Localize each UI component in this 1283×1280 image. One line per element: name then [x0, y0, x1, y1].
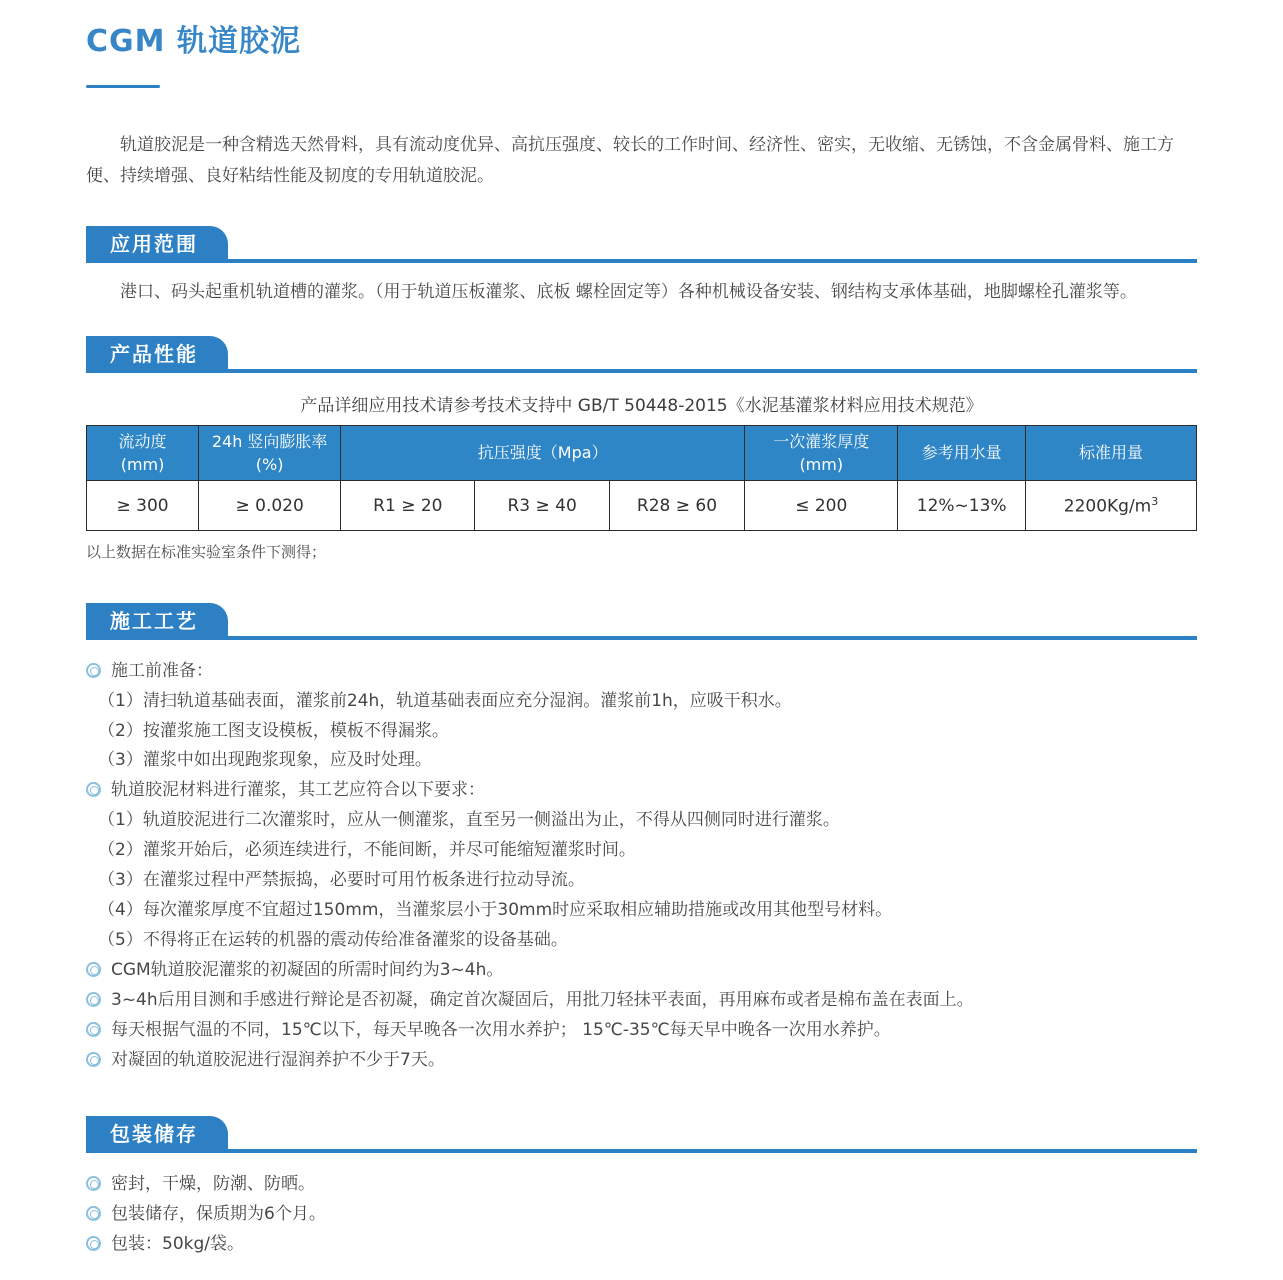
ring-bullet-icon: [86, 1236, 101, 1251]
section-header-application: [86, 225, 1197, 263]
list-item-text: （3）在灌浆过程中严禁振捣，必要时可用竹板条进行拉动导流。: [98, 870, 585, 891]
list-item-text: （4）每次灌浆厚度不宜超过150mm，当灌浆层小于30mm时应采取相应辅助措施或改用其他型号材料。: [98, 900, 893, 921]
bullet-item: [86, 985, 1197, 1015]
header-unit: (mm): [799, 454, 844, 474]
list-item-text: 每天根据气温的不同，15℃以下，每天早晚各一次用水养护； 15℃-35℃每天早中晚各一次用水养护。: [111, 1019, 891, 1040]
dosage-superscript: 3: [1151, 494, 1159, 508]
numbered-item: [86, 716, 1197, 746]
cell-grout-thickness: ≤ 200: [745, 481, 898, 531]
dosage-value: 2200Kg/m: [1063, 496, 1152, 517]
table-header-row: [87, 425, 1197, 480]
application-body: 港口、码头起重机轨道槽的灌浆。（用于轨道压板灌浆、底板 螺栓固定等）各种机械设备安装、钢结构支承体基础，地脚螺栓孔灌浆等。: [120, 281, 1137, 302]
list-item-text: （1）轨道胶泥进行二次灌浆时，应从一侧灌浆，直至另一侧溢出为止，不得从四侧同时进行灌浆。: [98, 810, 840, 831]
cell-strength-r1: R1 ≥ 20: [341, 481, 475, 531]
section-badge-process: [86, 603, 228, 640]
header-label: 流动度: [118, 431, 167, 451]
col-header-compressive-strength: 抗压强度（Mpa）: [341, 425, 745, 480]
section-heading-performance: 产品性能: [110, 341, 198, 366]
lab-condition-note: 以上数据在标准实验室条件下测得；: [86, 543, 327, 562]
section-header-performance: [86, 335, 1197, 373]
list-item-text: （1）清扫轨道基础表面，灌浆前24h，轨道基础表面应充分湿润。灌浆前1h，应吸干积水。: [98, 690, 792, 711]
section-heading-process: 施工工艺: [110, 609, 198, 634]
section-underline: [86, 369, 1197, 373]
list-item-text: 3~4h后用目测和手感进行辩论是否初凝，确定首次凝固后，用批刀轻抹平表面，再用麻布或者是棉布盖在表面上。: [111, 989, 974, 1010]
section-badge-performance: [86, 336, 228, 373]
col-header-grout-thickness: [745, 425, 898, 480]
ring-bullet-icon: [86, 1176, 101, 1191]
cell-strength-r28: R28 ≥ 60: [609, 481, 744, 531]
cell-standard-dosage: [1026, 481, 1197, 531]
ring-bullet-icon: [86, 663, 101, 678]
bullet-item: [86, 1199, 1197, 1229]
ring-bullet-icon: [86, 1022, 101, 1037]
numbered-item: [86, 866, 1197, 896]
header-label: 24h 竖向膨胀率: [211, 431, 328, 451]
section-underline: [86, 1149, 1197, 1153]
section-heading-packaging: 包装储存: [110, 1122, 198, 1147]
cell-expansion: ≥ 0.020: [199, 481, 341, 531]
ring-bullet-icon: [86, 962, 101, 977]
cell-strength-r3: R3 ≥ 40: [475, 481, 609, 531]
section-badge-application: [86, 226, 228, 263]
list-item-text: 包装：50kg/袋。: [111, 1233, 244, 1254]
section-underline: [86, 259, 1197, 263]
section-heading-application: 应用范围: [110, 231, 198, 256]
page-title: CGM 轨道胶泥: [86, 24, 301, 59]
list-item-text: 施工前准备：: [111, 660, 213, 681]
numbered-item: [86, 746, 1197, 776]
cell-water-ratio: 12%~13%: [898, 481, 1026, 531]
performance-table: [86, 425, 1197, 531]
performance-standard-note: 产品详细应用技术请参考技术支持中 GB/T 50448-2015《水泥基灌浆材料应用技术规范》: [300, 395, 983, 416]
col-header-standard-dosage: 标准用量: [1026, 425, 1197, 480]
title-underline: [86, 85, 160, 88]
section-underline: [86, 636, 1197, 640]
bullet-item: [86, 1169, 1197, 1199]
list-item-text: 密封，干燥，防潮、防晒。: [111, 1173, 315, 1194]
bullet-item: [86, 656, 1197, 686]
numbered-item: [86, 686, 1197, 716]
list-item-text: 对凝固的轨道胶泥进行湿润养护不少于7天。: [111, 1049, 445, 1070]
bullet-item: [86, 1015, 1197, 1045]
list-item-text: （2）按灌浆施工图支设模板，模板不得漏浆。: [98, 720, 449, 741]
col-header-water-ratio: 参考用水量: [898, 425, 1026, 480]
bullet-item: [86, 1229, 1197, 1259]
bullet-item: [86, 776, 1197, 806]
list-item-text: CGM轨道胶泥灌浆的初凝固的所需时间约为3~4h。: [111, 960, 504, 981]
packaging-storage-list: [86, 1169, 1197, 1259]
numbered-item: [86, 896, 1197, 926]
list-item-text: （2）灌浆开始后，必须连续进行，不能间断，并尽可能缩短灌浆时间。: [98, 840, 636, 861]
col-header-expansion: [199, 425, 341, 480]
bullet-item: [86, 1045, 1197, 1075]
header-unit: (%): [255, 454, 284, 474]
ring-bullet-icon: [86, 1052, 101, 1067]
section-header-process: [86, 602, 1197, 640]
list-item-text: （5）不得将正在运转的机器的震动传给准备灌浆的设备基础。: [98, 930, 568, 951]
header-label: 一次灌浆厚度: [773, 431, 870, 451]
intro-paragraph: 轨道胶泥是一种含精选天然骨料，具有流动度优异、高抗压强度、较长的工作时间、经济性、密实，无收缩、无锈蚀，不含金属骨料、施工方便、持续增强、良好粘结性能及韧度的专用轨道胶泥。: [86, 135, 1174, 187]
cell-flowability: ≥ 300: [87, 481, 199, 531]
section-header-packaging: [86, 1115, 1197, 1153]
table-data-row: [87, 481, 1197, 531]
ring-bullet-icon: [86, 782, 101, 797]
construction-process-list: [86, 656, 1197, 1075]
numbered-item: [86, 926, 1197, 956]
numbered-item: [86, 836, 1197, 866]
col-header-flowability: [87, 425, 199, 480]
list-item-text: 包装储存，保质期为6个月。: [111, 1203, 326, 1224]
list-item-text: （3）灌浆中如出现跑浆现象，应及时处理。: [98, 750, 432, 771]
ring-bullet-icon: [86, 1206, 101, 1221]
header-unit: (mm): [120, 454, 165, 474]
bullet-item: [86, 956, 1197, 986]
section-badge-packaging: [86, 1116, 228, 1153]
list-item-text: 轨道胶泥材料进行灌浆，其工艺应符合以下要求：: [111, 780, 485, 801]
ring-bullet-icon: [86, 992, 101, 1007]
numbered-item: [86, 806, 1197, 836]
